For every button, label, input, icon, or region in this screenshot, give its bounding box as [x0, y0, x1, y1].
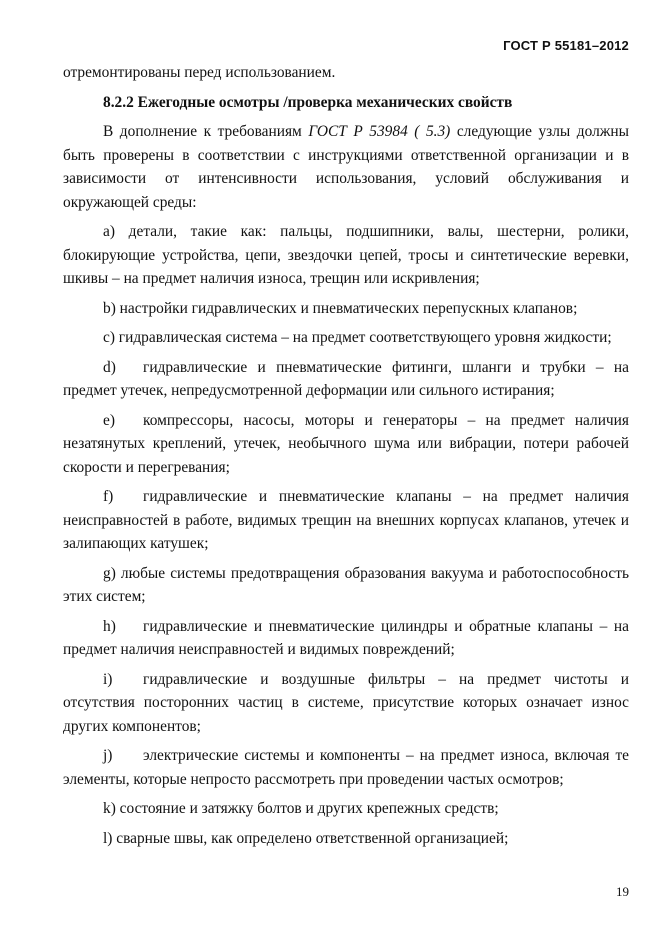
standard-reference: ГОСТ Р 53984 ( 5.3): [308, 123, 451, 140]
page-number: 19: [616, 884, 629, 899]
text-line: незатянутых креплений, утечек, необычного шума или вибрации, потери рабочей: [63, 435, 629, 452]
text-line: других компонентов;: [63, 717, 201, 735]
list-item-k: [63, 797, 629, 821]
text-run: электрические системы и компоненты – на предмет износа, включая те: [143, 747, 629, 764]
text-line: [63, 744, 629, 768]
list-item-d: [63, 356, 629, 403]
lead-paragraph: [63, 120, 629, 214]
text-line: неисправностей в работе, видимых трещин на внешних корпусах клапанов, утечек и: [63, 511, 629, 529]
document-body: [63, 61, 629, 856]
section-title: 8.2.2 Ежегодные осмотры /проверка механических свойств: [103, 93, 513, 111]
text-line: g) любые системы предотвращения образования вакуума и работоспособность: [103, 564, 629, 582]
text-line: блокирующие устройства, цепи, звездочки цепей, тросы и синтетические веревки,: [63, 246, 629, 264]
section-heading: [63, 91, 629, 115]
list-item-c: [63, 326, 629, 350]
text-line: этих систем;: [63, 588, 146, 605]
text-line: предмет утечек, непредусмотренной деформации или сильного истирания;: [63, 382, 555, 399]
text-line: зависимости от интенсивности использования, условий обслуживания и: [63, 170, 629, 187]
text-line: элементы, которые непросто рассмотреть при проведении частых осмотров;: [63, 770, 564, 788]
list-item-e: [63, 409, 629, 480]
list-item-i: [63, 668, 629, 739]
text-run: гидравлические и пневматические цилиндры и обратные клапаны – на: [143, 617, 629, 635]
item-label: h): [103, 617, 116, 635]
text-run: компрессоры, насосы, моторы и генераторы – на предмет наличия: [143, 411, 629, 429]
list-item-j: [63, 744, 629, 791]
text-run: гидравлические и воздушные фильтры – на предмет чистоты и: [143, 670, 629, 688]
item-label: j): [103, 747, 113, 764]
list-item-f: [63, 485, 629, 556]
text-line: отсутствия посторонних частиц в системе, присутствие которых означает износ: [63, 694, 629, 711]
list-item-h: [63, 615, 629, 662]
document-header: ГОСТ Р 55181–2012: [503, 38, 629, 53]
list-item-g: [63, 562, 629, 609]
text-line: [63, 356, 629, 380]
text-line: l) сварные швы, как определено ответственной организацией;: [103, 829, 509, 847]
text-line: [63, 409, 629, 433]
text-line: предмет наличия неисправностей и видимых повреждений;: [63, 641, 455, 658]
text-line: [63, 120, 629, 144]
text-line: скорости и перегревания;: [63, 458, 230, 476]
text-run: В дополнение к требованиям: [103, 123, 309, 140]
text-line: отремонтированы перед использованием.: [63, 64, 336, 81]
list-item-l: [63, 827, 629, 851]
item-label: i): [103, 670, 113, 688]
text-line: шкивы – на предмет наличия износа, трещин или искривления;: [63, 270, 480, 287]
list-item-a: [63, 220, 629, 291]
text-line: залипающих катушек;: [63, 535, 209, 552]
item-label: d): [103, 358, 116, 376]
text-line: b) настройки гидравлических и пневматических перепускных клапанов;: [103, 299, 578, 317]
text-run: гидравлические и пневматические фитинги, шланги и трубки – на: [143, 358, 629, 376]
text-line: быть проверены в соответствии с инструкциями ответственной организации и в: [63, 146, 629, 164]
text-line: с) гидравлическая система – на предмет соответствующего уровня жидкости;: [103, 329, 612, 346]
text-line: [63, 615, 629, 639]
intro-paragraph: [63, 61, 629, 85]
text-line: k) состояние и затяжку болтов и других крепежных средств;: [103, 800, 499, 817]
list-item-b: [63, 297, 629, 321]
text-line: окружающей среды:: [63, 193, 197, 211]
text-run: следующие узлы должны: [450, 123, 629, 140]
text-line: [63, 485, 629, 509]
item-label: f): [103, 488, 114, 505]
text-line: а) детали, такие как: пальцы, подшипники, валы, шестерни, ролики,: [103, 223, 629, 240]
item-label: e): [103, 411, 115, 429]
text-line: [63, 668, 629, 692]
text-run: гидравлические и пневматические клапаны – на предмет наличия: [143, 488, 629, 505]
